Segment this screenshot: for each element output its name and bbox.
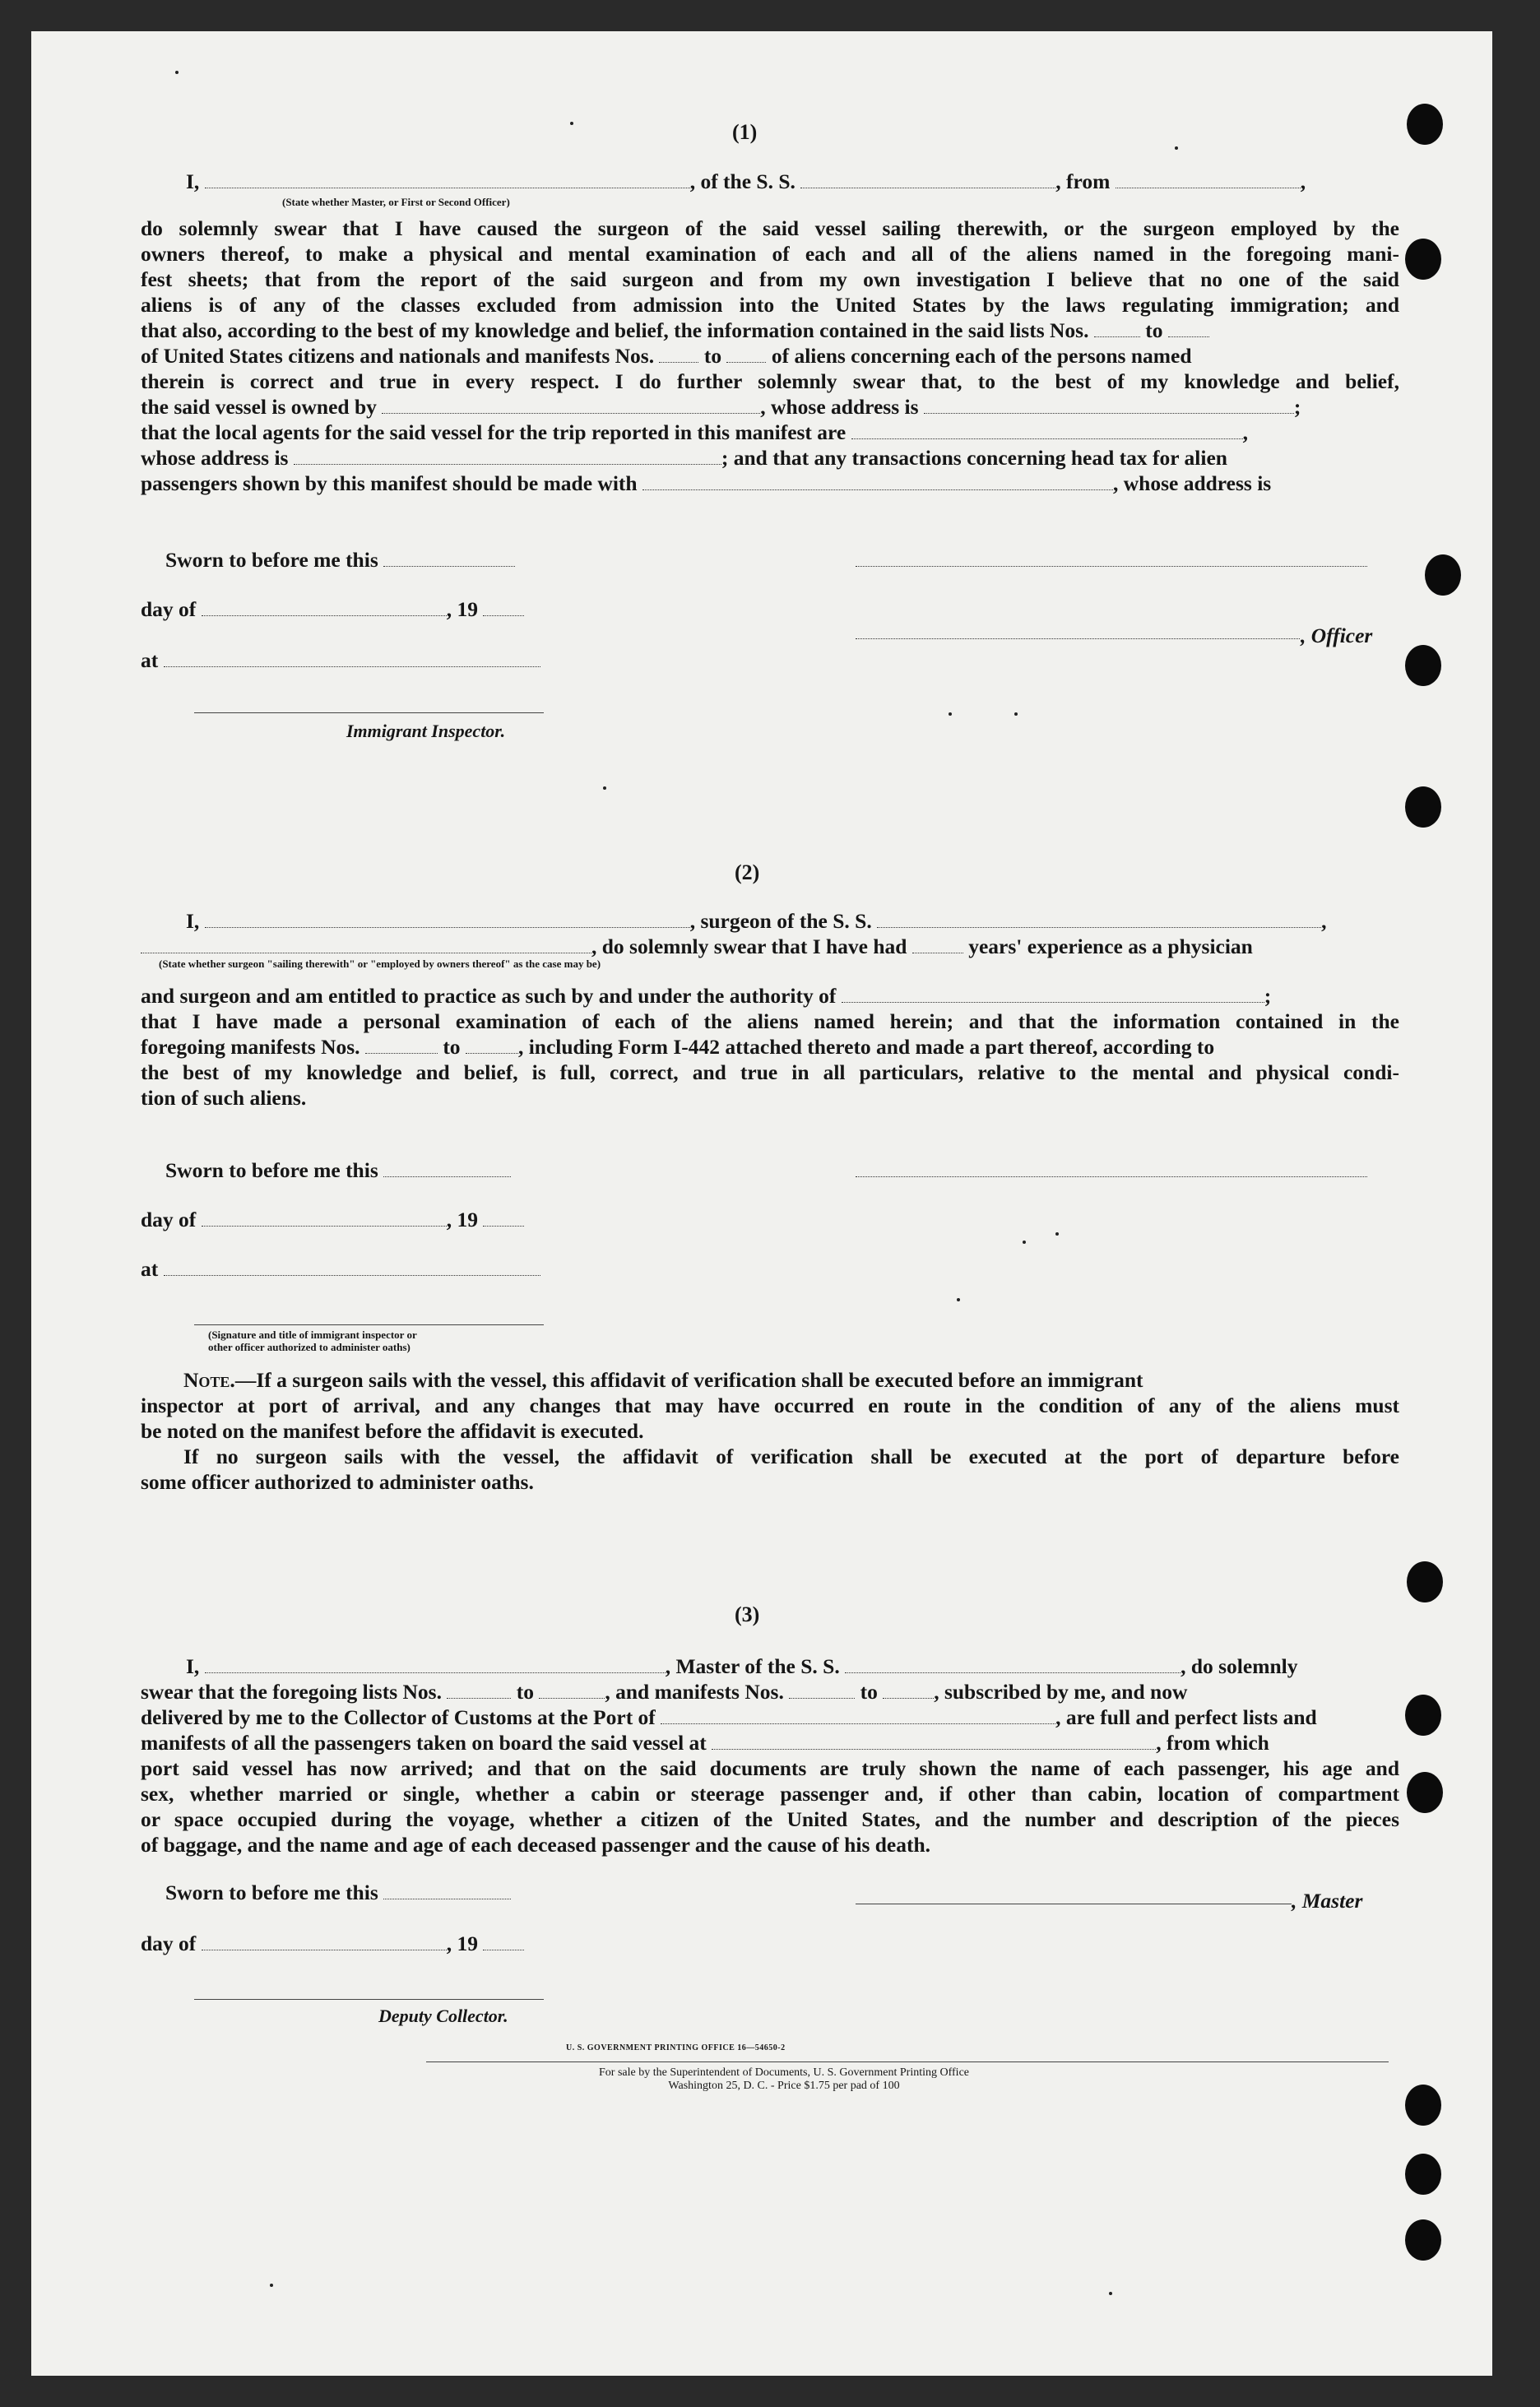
day-of-line-2 bbox=[141, 1208, 524, 1232]
immigrant-inspector-label: Immigrant Inspector. bbox=[346, 721, 506, 741]
surgeon-name-field[interactable] bbox=[205, 912, 690, 928]
body-line-last: of baggage, and the name and age of each deceased passenger and the cause of his death. bbox=[141, 1833, 931, 1857]
sale-notice-line2: Washington 25, D. C. - Price $1.75 per pad of 100 bbox=[668, 2080, 900, 2092]
from-which-text: , from which bbox=[1156, 1731, 1269, 1755]
form-text: , including Form I-442 attached thereto and made a part thereof, according to bbox=[517, 1035, 1215, 1059]
section-number-2: (2) bbox=[735, 860, 760, 884]
affidavit2-line2 bbox=[141, 935, 1253, 959]
surgeon-label: , surgeon of the S. S. bbox=[689, 909, 872, 933]
at-text: at bbox=[141, 1257, 159, 1281]
affidavit3-line4 bbox=[141, 1731, 1269, 1755]
year-label: , 19 bbox=[446, 1208, 478, 1231]
day-of-line-3 bbox=[141, 1932, 524, 1956]
list-from-field[interactable] bbox=[447, 1683, 511, 1699]
body-line: port said vessel has now arrived; and that on the said documents are truly shown the name of each passenger, his age and bbox=[141, 1756, 1399, 1780]
perfect-lists-text: , are full and perfect lists and bbox=[1055, 1705, 1317, 1729]
sworn-date-field[interactable] bbox=[383, 1884, 511, 1899]
lists-text: that also, according to the best of my knowledge and belief, the information contained in the said lists Nos. bbox=[141, 318, 1089, 342]
day-of-line-1 bbox=[141, 597, 524, 622]
vessel-name-field[interactable] bbox=[845, 1658, 1181, 1673]
head-tax-party-field[interactable] bbox=[642, 475, 1113, 490]
master-name-field[interactable] bbox=[205, 1658, 666, 1673]
affidavit3-line2 bbox=[141, 1680, 1187, 1704]
note-line-3: be noted on the manifest before the affidavit is executed. bbox=[141, 1419, 644, 1443]
note-line-1 bbox=[183, 1368, 1399, 1393]
manifests-text: foregoing manifests Nos. bbox=[141, 1035, 360, 1059]
officer-signature-line[interactable] bbox=[856, 638, 1300, 639]
head-tax-text: ; and that any transactions concerning head tax for alien bbox=[721, 446, 1227, 470]
punctuation: , bbox=[1300, 169, 1306, 193]
list-to-field[interactable] bbox=[1168, 322, 1209, 337]
owner-address-field[interactable] bbox=[924, 398, 1294, 414]
list-to-field[interactable] bbox=[539, 1683, 605, 1699]
to-label: to bbox=[703, 344, 722, 368]
passengers-line bbox=[141, 471, 1271, 496]
note2-line-1: If no surgeon sails with the vessel, the affidavit of verification shall be executed at the port of departure before bbox=[183, 1445, 1399, 1468]
vessel-name-field[interactable] bbox=[800, 173, 1055, 188]
subscribed-text: , subscribed by me, and now bbox=[934, 1680, 1188, 1704]
year-field[interactable] bbox=[483, 601, 524, 616]
officer-signature-line-top[interactable] bbox=[856, 566, 1367, 567]
month-field[interactable] bbox=[202, 601, 447, 616]
authority-field[interactable] bbox=[842, 987, 1264, 1003]
place-field[interactable] bbox=[164, 1260, 540, 1276]
affidavit3-line1 bbox=[186, 1654, 1297, 1679]
to-label: to bbox=[860, 1680, 878, 1704]
swear-text: , do solemnly swear that I have had bbox=[591, 935, 907, 958]
therein-line: therein is correct and true in every respect. I do further solemnly swear that, to the best of my knowledge and belief, bbox=[141, 369, 1399, 393]
authority-text: and surgeon and am entitled to practice as such by and under the authority of bbox=[141, 984, 837, 1008]
to-label: to bbox=[443, 1035, 461, 1059]
body-line: sex, whether married or single, whether a cabin or steerage passenger and, if other than cabin, location of compartment bbox=[141, 1782, 1399, 1806]
sworn-line-2 bbox=[165, 1158, 511, 1183]
sworn-line-3 bbox=[165, 1881, 511, 1905]
to-label: to bbox=[1145, 318, 1163, 342]
body-line: that I have made a personal examination of each of the aliens named herein; and that the information contained in the bbox=[141, 1009, 1399, 1033]
affidavit2-line1 bbox=[186, 909, 1326, 934]
manifest-from-field[interactable] bbox=[789, 1683, 855, 1699]
note-text: —If a surgeon sails with the vessel, this affidavit of verification shall be executed before an immigrant bbox=[234, 1368, 1143, 1392]
manifests-text: manifests of all the passengers taken on board the said vessel at bbox=[141, 1731, 707, 1755]
punch-hole bbox=[1405, 2085, 1441, 2126]
citizens-line bbox=[141, 344, 1192, 369]
port-field[interactable] bbox=[661, 1709, 1055, 1724]
punch-hole bbox=[1405, 2219, 1441, 2261]
sworn-text: Sworn to before me this bbox=[165, 1881, 378, 1904]
owned-text: the said vessel is owned by bbox=[141, 395, 377, 419]
officer-name-field[interactable] bbox=[205, 173, 690, 188]
at-text: at bbox=[141, 648, 159, 672]
agents-address-field[interactable] bbox=[294, 449, 721, 465]
agents-line bbox=[141, 420, 1248, 445]
place-field[interactable] bbox=[164, 652, 540, 667]
lists-text: swear that the foregoing lists Nos. bbox=[141, 1680, 442, 1704]
footer-rule bbox=[426, 2061, 1389, 2062]
day-of-text: day of bbox=[141, 597, 197, 621]
scan-speck bbox=[175, 71, 179, 74]
month-field[interactable] bbox=[202, 1211, 447, 1227]
scan-speck bbox=[1175, 146, 1178, 150]
year-field[interactable] bbox=[483, 1211, 524, 1227]
punch-hole bbox=[1407, 104, 1443, 145]
punctuation: ; bbox=[1264, 984, 1272, 1008]
agents-text: that the local agents for the said vessel for the trip reported in this manifest are bbox=[141, 420, 847, 444]
from-port-field[interactable] bbox=[1116, 173, 1301, 188]
scan-speck bbox=[270, 2284, 273, 2287]
body-line: or space occupied during the voyage, whether a citizen of the United States, and the number and description of the pieces bbox=[141, 1807, 1399, 1831]
scan-speck bbox=[1109, 2292, 1112, 2295]
gpo-imprint: U. S. GOVERNMENT PRINTING OFFICE 16—54650-2 bbox=[566, 2043, 786, 2052]
punctuation: ; bbox=[1293, 395, 1301, 419]
scan-speck bbox=[603, 786, 606, 790]
section-number-3: (3) bbox=[735, 1602, 760, 1626]
at-line-1 bbox=[141, 648, 540, 673]
day-of-text: day of bbox=[141, 1208, 197, 1231]
day-of-text: day of bbox=[141, 1932, 197, 1955]
surgeon-status-field[interactable] bbox=[141, 938, 591, 953]
owner-name-field[interactable] bbox=[382, 398, 760, 414]
pronoun-i: I, bbox=[186, 909, 200, 933]
agents-field[interactable] bbox=[851, 424, 1243, 439]
officer-rank-note: (State whether Master, or First or Second Officer) bbox=[282, 196, 510, 208]
authority-line bbox=[141, 984, 1271, 1009]
address-label: whose address is bbox=[141, 446, 289, 470]
sworn-text: Sworn to before me this bbox=[165, 548, 378, 572]
collector-signature-line[interactable] bbox=[194, 1999, 544, 2000]
scan-speck bbox=[1055, 1232, 1059, 1236]
master-label-signature: , Master bbox=[1292, 1889, 1363, 1913]
punch-hole bbox=[1407, 1772, 1443, 1813]
body-line: the best of my knowledge and belief, is full, correct, and true in all particulars, relative to the mental and physical condi- bbox=[141, 1060, 1399, 1084]
note-label: Note. bbox=[183, 1368, 235, 1392]
from-label: , from bbox=[1055, 169, 1111, 193]
punctuation: , bbox=[1321, 909, 1327, 933]
years-experience-field[interactable] bbox=[912, 938, 963, 953]
vessel-name-field[interactable] bbox=[877, 912, 1321, 928]
year-label: , 19 bbox=[446, 597, 478, 621]
punctuation: , bbox=[1242, 420, 1248, 444]
note-line-2: inspector at port of arrival, and any changes that may have occurred en route in the condition of any of the aliens must bbox=[141, 1394, 1399, 1417]
manifest-to-field[interactable] bbox=[726, 347, 766, 363]
scan-speck bbox=[1023, 1241, 1026, 1244]
manifest-to-field[interactable] bbox=[466, 1038, 518, 1054]
surgeon-status-note: (State whether surgeon "sailing therewith" or "employed by owners thereof" as the case may be) bbox=[159, 958, 601, 970]
signature-note-line1: (Signature and title of immigrant inspector or bbox=[208, 1329, 417, 1341]
whose-address-line bbox=[141, 446, 1227, 471]
manifests-text: , and manifests Nos. bbox=[605, 1680, 784, 1704]
list-from-field[interactable] bbox=[1094, 322, 1140, 337]
aliens-text: of aliens concerning each of the persons named bbox=[771, 344, 1192, 368]
punch-hole bbox=[1407, 1561, 1443, 1602]
sworn-line-1 bbox=[165, 548, 515, 573]
scan-speck bbox=[957, 1298, 960, 1301]
sworn-text: Sworn to before me this bbox=[165, 1158, 378, 1182]
manifest-from-field[interactable] bbox=[365, 1038, 438, 1054]
year-label: , 19 bbox=[446, 1932, 478, 1955]
pronoun-i: I, bbox=[186, 169, 200, 193]
address-label: , whose address is bbox=[760, 395, 919, 419]
experience-text: years' experience as a physician bbox=[968, 935, 1253, 958]
manifest-to-field[interactable] bbox=[883, 1683, 934, 1699]
punch-hole bbox=[1405, 1695, 1441, 1736]
body-line-last: tion of such aliens. bbox=[141, 1086, 307, 1110]
body-line: aliens is of any of the classes excluded from admission into the United States by the laws regulating immigration; and bbox=[141, 293, 1399, 317]
delivered-text: delivered by me to the Collector of Customs at the Port of bbox=[141, 1705, 656, 1729]
solemnly-text: , do solemnly bbox=[1181, 1654, 1298, 1678]
master-label: , Master of the S. S. bbox=[665, 1654, 840, 1678]
at-line-2 bbox=[141, 1257, 540, 1282]
section-number-1: (1) bbox=[732, 120, 758, 144]
signature-note-line2: other officer authorized to administer oaths) bbox=[208, 1341, 411, 1353]
scan-speck bbox=[1014, 712, 1018, 716]
year-field[interactable] bbox=[483, 1935, 524, 1950]
scan-speck bbox=[949, 712, 952, 716]
body-line: do solemnly swear that I have caused the surgeon of the said vessel sailing therewith, or the surgeon employed by the bbox=[141, 216, 1399, 240]
punch-hole bbox=[1405, 2154, 1441, 2195]
to-label: to bbox=[516, 1680, 534, 1704]
punch-hole bbox=[1405, 786, 1441, 828]
note2-line-2: some officer authorized to administer oaths. bbox=[141, 1470, 534, 1494]
owned-line bbox=[141, 395, 1301, 420]
passengers-text: passengers shown by this manifest should be made with bbox=[141, 471, 638, 495]
body-line: owners thereof, to make a physical and mental examination of each and all of the aliens named in the foregoing mani- bbox=[141, 242, 1399, 266]
officer-label: , Officer bbox=[1301, 624, 1373, 647]
punch-hole bbox=[1405, 239, 1441, 280]
punch-hole bbox=[1405, 645, 1441, 686]
inspector-signature-line[interactable] bbox=[194, 712, 544, 713]
form-page bbox=[31, 31, 1492, 2376]
sworn-date-field[interactable] bbox=[383, 551, 515, 567]
punch-hole bbox=[1425, 554, 1461, 596]
of-ss-label: , of the S. S. bbox=[689, 169, 796, 193]
citizens-text: of United States citizens and nationals and manifests Nos. bbox=[141, 344, 655, 368]
affidavit3-line3 bbox=[141, 1705, 1317, 1730]
lists-line bbox=[141, 318, 1209, 343]
address-label: , whose address is bbox=[1112, 471, 1272, 495]
manifest-from-field[interactable] bbox=[659, 347, 698, 363]
pronoun-i: I, bbox=[186, 1654, 200, 1678]
body-line: fest sheets; that from the report of the said surgeon and from my own investigation I believe that no one of the said bbox=[141, 267, 1399, 291]
scan-speck bbox=[570, 122, 573, 125]
month-field[interactable] bbox=[202, 1935, 447, 1950]
manifest-line bbox=[141, 1035, 1214, 1060]
affidavit1-line1 bbox=[186, 169, 1306, 194]
boarding-port-field[interactable] bbox=[712, 1734, 1156, 1750]
inspector-signature-line[interactable] bbox=[194, 1324, 544, 1325]
surgeon-signature-line[interactable] bbox=[856, 1176, 1367, 1177]
sale-notice-line1: For sale by the Superintendent of Documents, U. S. Government Printing Office bbox=[599, 2066, 969, 2079]
deputy-collector-label: Deputy Collector. bbox=[378, 2006, 508, 2026]
sworn-date-field[interactable] bbox=[383, 1162, 511, 1177]
